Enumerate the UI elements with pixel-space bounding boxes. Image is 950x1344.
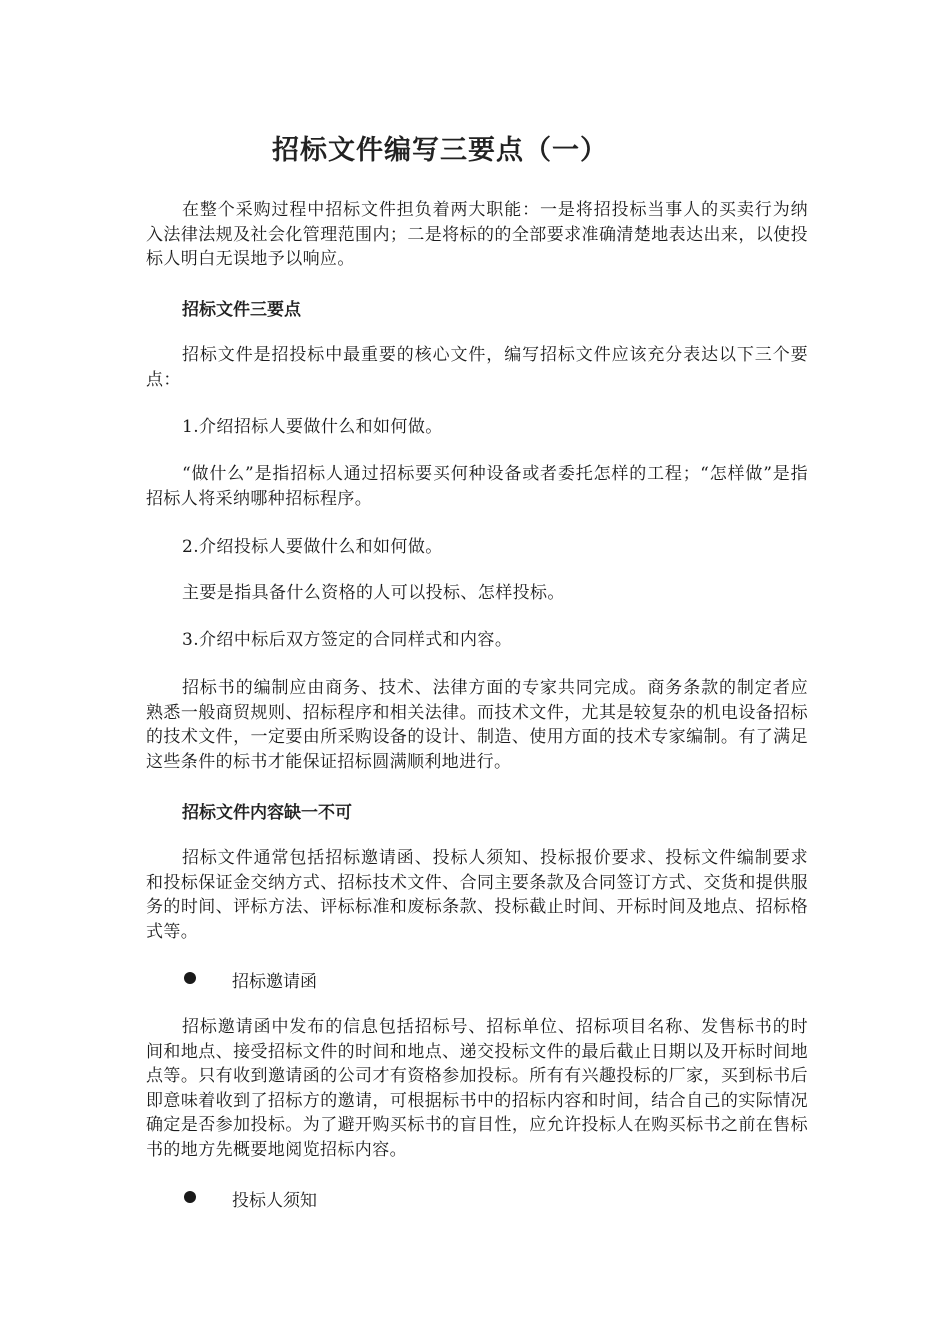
document-title: 招标文件编写三要点（一） (272, 135, 608, 166)
bullet-label: 投标人须知 (232, 1191, 317, 1211)
bullet-label: 招标邀请函 (232, 972, 317, 992)
paragraph-point-2: 2.介绍投标人要做什么和如何做。 (182, 537, 443, 557)
bullet-icon (184, 1191, 196, 1203)
bullet-icon (184, 972, 196, 984)
paragraph-intro: 在整个采购过程中招标文件担负着两大职能：一是将招投标当事人的买卖行为纳入法律法规及社会化管理范围内；二是将标的的全部要求准确清楚地表达出来，以使投标人明白无误地予以响应。 (146, 200, 808, 270)
paragraph-contents-list: 招标文件通常包括招标邀请函、投标人须知、投标报价要求、投标文件编制要求和投标保证金交纳方式、招标技术文件、合同主要条款及合同签订方式、交货和提供服务的时间、评标方法、评标标准和废标条款、投标截止时间、开标时间及地点、招标格式等。 (146, 848, 808, 942)
paragraph-core-document: 招标文件是招投标中最重要的核心文件，编写招标文件应该充分表达以下三个要点： (146, 345, 808, 390)
paragraph-point-1-detail: “做什么”是指招标人通过招标要买何种设备或者委托怎样的工程；“怎样做”是指招标人将采纳哪种招标程序。 (146, 464, 808, 509)
section-heading-contents: 招标文件内容缺一不可 (182, 803, 352, 823)
paragraph-point-3: 3.介绍中标后双方签定的合同样式和内容。 (182, 630, 513, 650)
section-heading-three-points: 招标文件三要点 (182, 300, 301, 320)
paragraph-point-1: 1.介绍招标人要做什么和如何做。 (182, 417, 443, 437)
paragraph-invitation-detail: 招标邀请函中发布的信息包括招标号、招标单位、招标项目名称、发售标书的时间和地点、接受招标文件的时间和地点、递交投标文件的最后截止日期以及开标时间地点等。只有收到邀请函的公司才有资格参加投标。所有有兴趣投标的厂家，买到标书后即意味着收到了招标方的邀请，可根据标书中的招标内容和时间，结合自己的实际情况确定是否参加投标。为了避开购买标书的盲目性，应允许投标人在购买标书之前在售标书的地方先概要地阅览招标内容。 (146, 1017, 808, 1160)
paragraph-point-2-detail: 主要是指具备什么资格的人可以投标、怎样投标。 (182, 583, 565, 603)
paragraph-experts: 招标书的编制应由商务、技术、法律方面的专家共同完成。商务条款的制定者应熟悉一般商贸规则、招标程序和相关法律。而技术文件，尤其是较复杂的机电设备招标的技术文件，一定要由所采购设备的设计、制造、使用方面的技术专家编制。有了满足这些条件的标书才能保证招标圆满顺利地进行。 (146, 678, 808, 772)
